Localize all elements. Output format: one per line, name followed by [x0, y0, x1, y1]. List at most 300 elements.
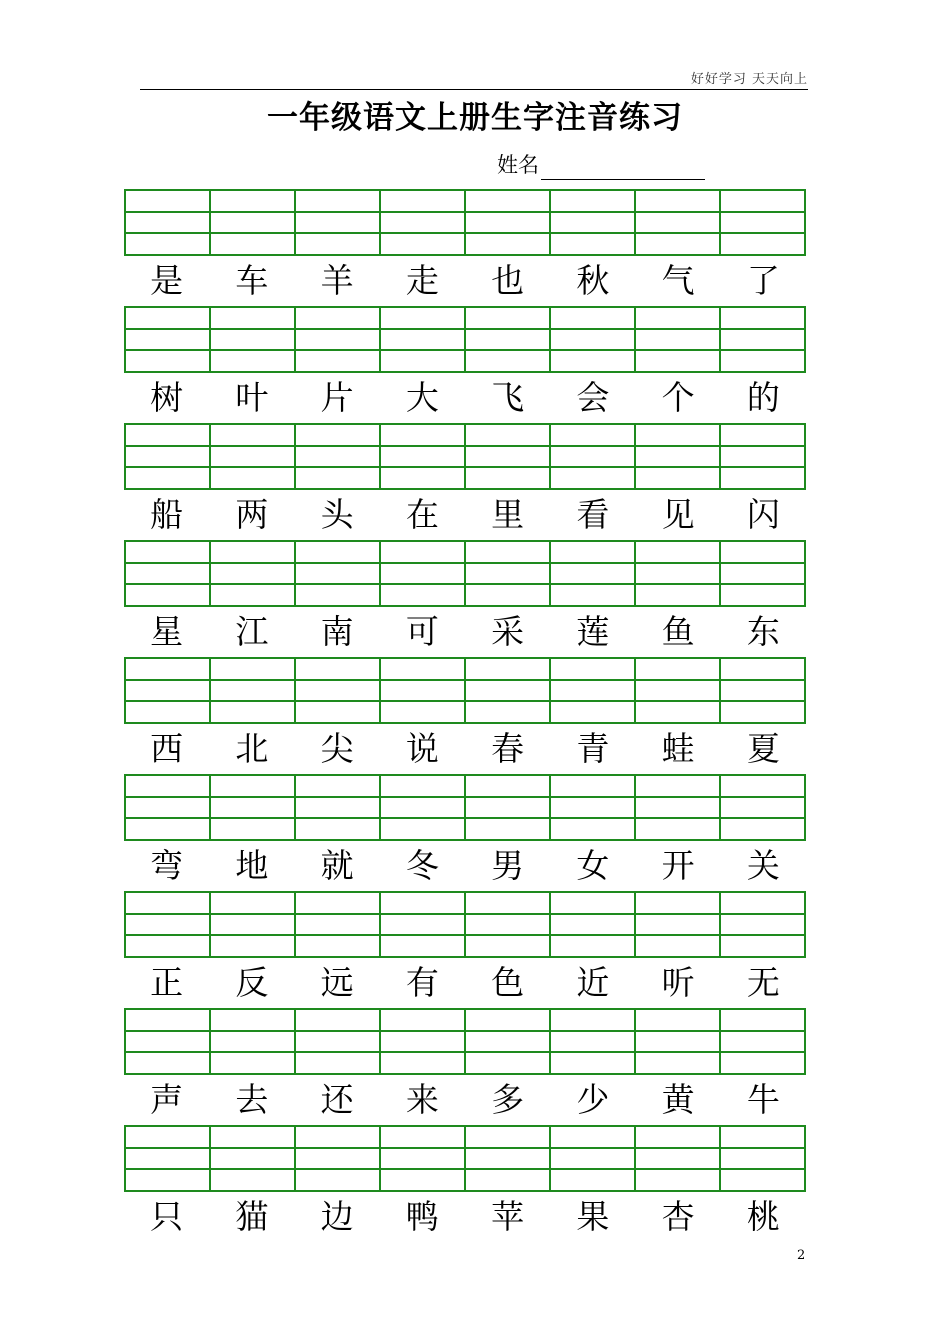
pinyin-guide-line: [551, 1149, 634, 1171]
pinyin-guide-line: [466, 447, 549, 469]
character: 秋: [576, 261, 610, 300]
pinyin-write-cell[interactable]: [636, 893, 721, 956]
practice-row: [124, 1008, 806, 1125]
pinyin-guide-line: [721, 659, 804, 681]
pinyin-guide-line: [636, 330, 719, 352]
pinyin-guide-line: [721, 798, 804, 820]
pinyin-guide-line: [551, 681, 634, 703]
pinyin-guide-line: [551, 564, 634, 586]
character-row: [124, 256, 806, 306]
character: 西: [150, 729, 184, 768]
pinyin-write-cell[interactable]: [636, 659, 721, 722]
pinyin-write-cell[interactable]: [211, 191, 296, 254]
pinyin-guide-line: [551, 893, 634, 915]
pinyin-write-cell[interactable]: [636, 1010, 721, 1073]
pinyin-grid: [124, 189, 806, 256]
pinyin-guide-line: [721, 915, 804, 937]
pinyin-grid: [124, 891, 806, 958]
character: 树: [150, 378, 184, 417]
pinyin-write-cell[interactable]: [381, 1010, 466, 1073]
practice-row: [124, 540, 806, 657]
pinyin-guide-line: [126, 1053, 209, 1073]
pinyin-write-cell[interactable]: [551, 659, 636, 722]
character: 见: [661, 495, 695, 534]
character: 听: [661, 963, 695, 1002]
pinyin-write-cell[interactable]: [636, 1127, 721, 1190]
pinyin-write-cell[interactable]: [381, 893, 466, 956]
pinyin-write-cell[interactable]: [211, 776, 296, 839]
pinyin-guide-line: [381, 234, 464, 254]
pinyin-guide-line: [211, 1127, 294, 1149]
pinyin-guide-line: [381, 330, 464, 352]
pinyin-guide-line: [126, 915, 209, 937]
character: 可: [405, 612, 439, 651]
pinyin-write-cell[interactable]: [296, 308, 381, 371]
pinyin-guide-line: [211, 308, 294, 330]
pinyin-guide-line: [466, 1010, 549, 1032]
pinyin-guide-line: [211, 564, 294, 586]
pinyin-write-cell[interactable]: [466, 425, 551, 488]
pinyin-guide-line: [211, 819, 294, 839]
pinyin-guide-line: [551, 351, 634, 371]
pinyin-guide-line: [296, 1053, 379, 1073]
pinyin-guide-line: [381, 1053, 464, 1073]
character: 东: [746, 612, 780, 651]
practice-row: [124, 657, 806, 774]
character: 尖: [320, 729, 354, 768]
pinyin-write-cell[interactable]: [721, 776, 804, 839]
pinyin-guide-line: [381, 191, 464, 213]
pinyin-guide-line: [126, 1010, 209, 1032]
pinyin-guide-line: [296, 1032, 379, 1054]
pinyin-guide-line: [126, 893, 209, 915]
pinyin-guide-line: [466, 681, 549, 703]
pinyin-write-cell[interactable]: [126, 191, 211, 254]
character: 飞: [491, 378, 525, 417]
pinyin-guide-line: [211, 1149, 294, 1171]
pinyin-guide-line: [466, 585, 549, 605]
pinyin-guide-line: [466, 1053, 549, 1073]
pinyin-guide-line: [126, 542, 209, 564]
pinyin-guide-line: [126, 468, 209, 488]
character-row: [124, 958, 806, 1008]
pinyin-guide-line: [126, 564, 209, 586]
pinyin-write-cell[interactable]: [211, 308, 296, 371]
page-number: 2: [797, 1248, 806, 1263]
pinyin-guide-line: [211, 1010, 294, 1032]
pinyin-guide-line: [551, 1010, 634, 1032]
pinyin-write-cell[interactable]: [466, 542, 551, 605]
pinyin-write-cell[interactable]: [636, 776, 721, 839]
character: 就: [320, 846, 354, 885]
character: 关: [746, 846, 780, 885]
pinyin-write-cell[interactable]: [636, 191, 721, 254]
practice-row: [124, 1125, 806, 1242]
pinyin-grid: [124, 1125, 806, 1192]
pinyin-guide-line: [211, 798, 294, 820]
pinyin-guide-line: [126, 776, 209, 798]
character: 杏: [661, 1197, 695, 1236]
pinyin-guide-line: [721, 330, 804, 352]
pinyin-guide-line: [636, 542, 719, 564]
pinyin-write-cell[interactable]: [551, 1127, 636, 1190]
pinyin-write-cell[interactable]: [721, 542, 804, 605]
character: 牛: [746, 1080, 780, 1119]
pinyin-write-cell[interactable]: [721, 308, 804, 371]
pinyin-write-cell[interactable]: [381, 191, 466, 254]
header-slogan: 好好学习 天天向上: [690, 72, 808, 87]
name-label: 姓名: [497, 153, 539, 177]
pinyin-guide-line: [721, 234, 804, 254]
pinyin-guide-line: [296, 191, 379, 213]
pinyin-write-cell[interactable]: [296, 659, 381, 722]
character: 气: [661, 261, 695, 300]
pinyin-guide-line: [126, 681, 209, 703]
pinyin-guide-line: [296, 1127, 379, 1149]
pinyin-guide-line: [551, 213, 634, 235]
pinyin-guide-line: [551, 702, 634, 722]
pinyin-write-cell[interactable]: [126, 776, 211, 839]
character: 无: [746, 963, 780, 1002]
character: 说: [405, 729, 439, 768]
character: 北: [235, 729, 269, 768]
pinyin-guide-line: [381, 1127, 464, 1149]
pinyin-write-cell[interactable]: [381, 1127, 466, 1190]
pinyin-write-cell[interactable]: [296, 893, 381, 956]
pinyin-write-cell[interactable]: [551, 308, 636, 371]
pinyin-write-cell[interactable]: [126, 893, 211, 956]
pinyin-guide-line: [466, 330, 549, 352]
pinyin-write-cell[interactable]: [126, 425, 211, 488]
pinyin-write-cell[interactable]: [721, 659, 804, 722]
pinyin-write-cell[interactable]: [211, 659, 296, 722]
character: 闪: [746, 495, 780, 534]
pinyin-guide-line: [381, 425, 464, 447]
pinyin-write-cell[interactable]: [636, 308, 721, 371]
pinyin-guide-line: [721, 702, 804, 722]
character: 黄: [661, 1080, 695, 1119]
pinyin-guide-line: [381, 659, 464, 681]
character: 的: [746, 378, 780, 417]
pinyin-guide-line: [211, 447, 294, 469]
pinyin-grid: [124, 423, 806, 490]
pinyin-guide-line: [466, 1149, 549, 1171]
character: 船: [150, 495, 184, 534]
character: 边: [320, 1197, 354, 1236]
pinyin-guide-line: [381, 447, 464, 469]
character: 色: [491, 963, 525, 1002]
pinyin-guide-line: [296, 1010, 379, 1032]
pinyin-guide-line: [296, 564, 379, 586]
practice-row: [124, 774, 806, 891]
character: 看: [576, 495, 610, 534]
pinyin-guide-line: [211, 542, 294, 564]
pinyin-guide-line: [211, 191, 294, 213]
pinyin-guide-line: [211, 1053, 294, 1073]
pinyin-guide-line: [721, 1032, 804, 1054]
pinyin-write-cell[interactable]: [551, 893, 636, 956]
pinyin-write-cell[interactable]: [381, 308, 466, 371]
character-row: [124, 490, 806, 540]
pinyin-write-cell[interactable]: [466, 1127, 551, 1190]
practice-row: [124, 306, 806, 423]
pinyin-guide-line: [636, 1149, 719, 1171]
pinyin-write-cell[interactable]: [721, 425, 804, 488]
pinyin-guide-line: [636, 893, 719, 915]
pinyin-guide-line: [381, 819, 464, 839]
pinyin-write-cell[interactable]: [721, 893, 804, 956]
pinyin-guide-line: [296, 1170, 379, 1190]
pinyin-guide-line: [466, 234, 549, 254]
pinyin-guide-line: [551, 425, 634, 447]
pinyin-write-cell[interactable]: [296, 776, 381, 839]
character: 星: [150, 612, 184, 651]
character: 叶: [235, 378, 269, 417]
pinyin-guide-line: [466, 936, 549, 956]
pinyin-guide-line: [126, 425, 209, 447]
pinyin-guide-line: [126, 659, 209, 681]
pinyin-guide-line: [636, 564, 719, 586]
pinyin-guide-line: [296, 585, 379, 605]
pinyin-write-cell[interactable]: [126, 308, 211, 371]
pinyin-grid: [124, 657, 806, 724]
pinyin-guide-line: [296, 936, 379, 956]
page-title: 一年级语文上册生字注音练习: [267, 100, 683, 136]
header-divider: [140, 89, 808, 90]
pinyin-write-cell[interactable]: [466, 1010, 551, 1073]
pinyin-write-cell[interactable]: [551, 776, 636, 839]
pinyin-guide-line: [636, 351, 719, 371]
pinyin-grid: [124, 1008, 806, 1075]
pinyin-guide-line: [636, 1010, 719, 1032]
pinyin-guide-line: [551, 234, 634, 254]
character: 少: [576, 1080, 610, 1119]
pinyin-write-cell[interactable]: [636, 542, 721, 605]
pinyin-guide-line: [466, 191, 549, 213]
name-input-line[interactable]: [541, 155, 705, 180]
pinyin-write-cell[interactable]: [211, 1127, 296, 1190]
pinyin-grid: [124, 540, 806, 607]
pinyin-guide-line: [636, 1053, 719, 1073]
pinyin-guide-line: [211, 213, 294, 235]
pinyin-guide-line: [381, 1032, 464, 1054]
pinyin-write-cell[interactable]: [721, 191, 804, 254]
pinyin-guide-line: [551, 1170, 634, 1190]
practice-rows: [124, 189, 806, 1242]
pinyin-guide-line: [466, 425, 549, 447]
pinyin-guide-line: [381, 213, 464, 235]
character: 地: [235, 846, 269, 885]
pinyin-guide-line: [296, 1149, 379, 1171]
character: 远: [320, 963, 354, 1002]
pinyin-guide-line: [721, 308, 804, 330]
pinyin-guide-line: [721, 213, 804, 235]
pinyin-write-cell[interactable]: [551, 191, 636, 254]
pinyin-write-cell[interactable]: [381, 659, 466, 722]
pinyin-write-cell[interactable]: [126, 542, 211, 605]
pinyin-guide-line: [466, 893, 549, 915]
pinyin-write-cell[interactable]: [551, 425, 636, 488]
pinyin-guide-line: [551, 308, 634, 330]
pinyin-write-cell[interactable]: [126, 1010, 211, 1073]
pinyin-guide-line: [211, 468, 294, 488]
character: 羊: [320, 261, 354, 300]
character: 也: [491, 261, 525, 300]
pinyin-guide-line: [466, 468, 549, 488]
character: 片: [320, 378, 354, 417]
character: 走: [405, 261, 439, 300]
pinyin-write-cell[interactable]: [551, 542, 636, 605]
pinyin-guide-line: [381, 585, 464, 605]
pinyin-guide-line: [296, 425, 379, 447]
pinyin-write-cell[interactable]: [296, 542, 381, 605]
pinyin-guide-line: [551, 191, 634, 213]
pinyin-guide-line: [551, 798, 634, 820]
pinyin-guide-line: [126, 330, 209, 352]
pinyin-guide-line: [636, 819, 719, 839]
pinyin-write-cell[interactable]: [126, 659, 211, 722]
pinyin-guide-line: [636, 798, 719, 820]
character: 近: [576, 963, 610, 1002]
pinyin-write-cell[interactable]: [551, 1010, 636, 1073]
pinyin-guide-line: [636, 915, 719, 937]
character: 多: [491, 1080, 525, 1119]
pinyin-write-cell[interactable]: [721, 1010, 804, 1073]
character: 弯: [150, 846, 184, 885]
pinyin-guide-line: [211, 330, 294, 352]
pinyin-write-cell[interactable]: [466, 893, 551, 956]
pinyin-write-cell[interactable]: [296, 1010, 381, 1073]
pinyin-guide-line: [381, 468, 464, 488]
pinyin-guide-line: [211, 702, 294, 722]
pinyin-guide-line: [636, 468, 719, 488]
pinyin-guide-line: [466, 798, 549, 820]
pinyin-guide-line: [381, 308, 464, 330]
character: 了: [746, 261, 780, 300]
pinyin-guide-line: [466, 776, 549, 798]
pinyin-guide-line: [126, 447, 209, 469]
character: 春: [491, 729, 525, 768]
pinyin-guide-line: [721, 425, 804, 447]
pinyin-guide-line: [636, 702, 719, 722]
pinyin-guide-line: [296, 213, 379, 235]
character: 女: [576, 846, 610, 885]
pinyin-guide-line: [296, 351, 379, 371]
pinyin-guide-line: [296, 468, 379, 488]
pinyin-guide-line: [296, 893, 379, 915]
pinyin-guide-line: [636, 936, 719, 956]
pinyin-guide-line: [466, 819, 549, 839]
pinyin-write-cell[interactable]: [466, 308, 551, 371]
pinyin-guide-line: [211, 1032, 294, 1054]
pinyin-guide-line: [551, 936, 634, 956]
pinyin-guide-line: [381, 915, 464, 937]
pinyin-guide-line: [381, 936, 464, 956]
pinyin-write-cell[interactable]: [211, 542, 296, 605]
pinyin-write-cell[interactable]: [211, 893, 296, 956]
pinyin-write-cell[interactable]: [636, 425, 721, 488]
pinyin-guide-line: [721, 564, 804, 586]
pinyin-guide-line: [551, 542, 634, 564]
practice-row: [124, 189, 806, 306]
pinyin-write-cell[interactable]: [381, 776, 466, 839]
pinyin-write-cell[interactable]: [126, 1127, 211, 1190]
pinyin-guide-line: [551, 447, 634, 469]
character: 青: [576, 729, 610, 768]
pinyin-guide-line: [381, 351, 464, 371]
pinyin-guide-line: [721, 1010, 804, 1032]
pinyin-guide-line: [636, 191, 719, 213]
character-row: [124, 841, 806, 891]
pinyin-guide-line: [126, 234, 209, 254]
pinyin-write-cell[interactable]: [296, 191, 381, 254]
pinyin-write-cell[interactable]: [211, 425, 296, 488]
pinyin-guide-line: [211, 425, 294, 447]
pinyin-guide-line: [126, 798, 209, 820]
pinyin-guide-line: [211, 351, 294, 371]
pinyin-guide-line: [466, 659, 549, 681]
pinyin-guide-line: [721, 1127, 804, 1149]
character-row: [124, 724, 806, 774]
pinyin-guide-line: [126, 191, 209, 213]
pinyin-write-cell[interactable]: [296, 1127, 381, 1190]
character: 是: [150, 261, 184, 300]
pinyin-guide-line: [126, 1170, 209, 1190]
pinyin-write-cell[interactable]: [466, 659, 551, 722]
pinyin-guide-line: [636, 681, 719, 703]
pinyin-write-cell[interactable]: [466, 776, 551, 839]
pinyin-write-cell[interactable]: [466, 191, 551, 254]
character: 在: [405, 495, 439, 534]
pinyin-guide-line: [381, 1149, 464, 1171]
pinyin-guide-line: [551, 819, 634, 839]
pinyin-guide-line: [721, 1053, 804, 1073]
pinyin-guide-line: [466, 351, 549, 371]
pinyin-guide-line: [211, 585, 294, 605]
pinyin-guide-line: [721, 819, 804, 839]
pinyin-guide-line: [296, 234, 379, 254]
pinyin-write-cell[interactable]: [721, 1127, 804, 1190]
pinyin-guide-line: [466, 1170, 549, 1190]
character: 声: [150, 1080, 184, 1119]
pinyin-write-cell[interactable]: [296, 425, 381, 488]
pinyin-guide-line: [211, 915, 294, 937]
pinyin-guide-line: [211, 893, 294, 915]
name-field: [497, 150, 705, 180]
character: 车: [235, 261, 269, 300]
pinyin-write-cell[interactable]: [381, 542, 466, 605]
pinyin-write-cell[interactable]: [381, 425, 466, 488]
pinyin-guide-line: [126, 308, 209, 330]
pinyin-guide-line: [381, 542, 464, 564]
character: 正: [150, 963, 184, 1002]
character-row: [124, 1192, 806, 1242]
pinyin-guide-line: [721, 1170, 804, 1190]
practice-row: [124, 891, 806, 1008]
pinyin-guide-line: [296, 308, 379, 330]
pinyin-grid: [124, 774, 806, 841]
character: 会: [576, 378, 610, 417]
character: 开: [661, 846, 695, 885]
pinyin-guide-line: [296, 702, 379, 722]
pinyin-guide-line: [381, 681, 464, 703]
pinyin-guide-line: [551, 1053, 634, 1073]
pinyin-guide-line: [721, 585, 804, 605]
pinyin-write-cell[interactable]: [211, 1010, 296, 1073]
pinyin-guide-line: [126, 936, 209, 956]
pinyin-guide-line: [466, 702, 549, 722]
pinyin-guide-line: [551, 776, 634, 798]
